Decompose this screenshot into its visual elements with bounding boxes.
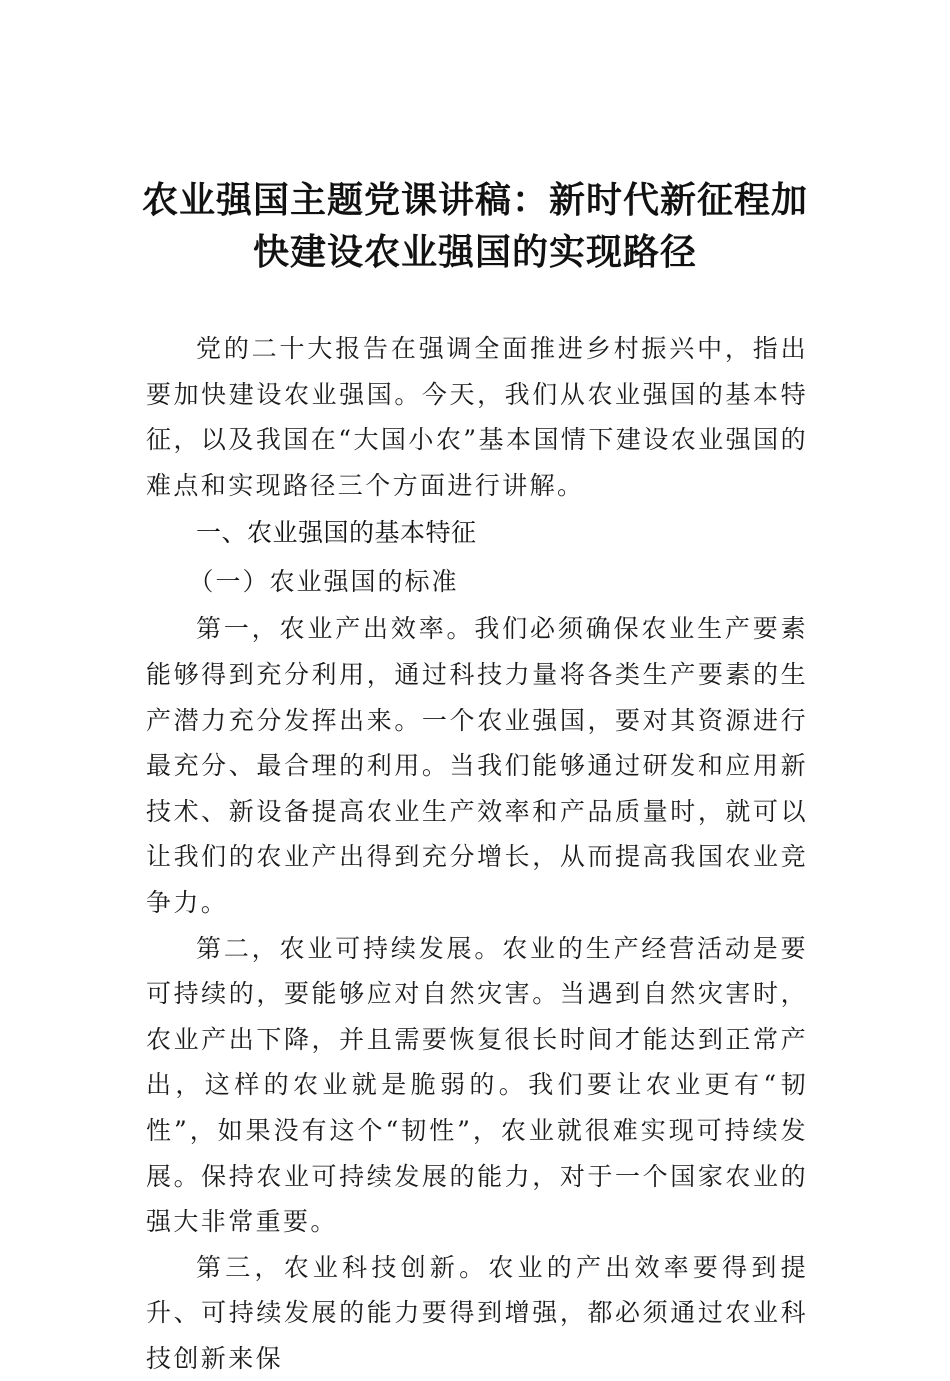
- paragraph-first: 第一，农业产出效率。我们必须确保农业生产要素能够得到充分利用，通过科技力量将各类生产要素的生产潜力充分发挥出来。一个农业强国，要对其资源进行最充分、最合理的利用。当我们能够通过研发和应用新技术、新设备提高农业生产效率和产品质量时，就可以让我们的农业产出得到充分增长，从而提高我国农业竞争力。: [146, 614, 808, 917]
- intro-paragraph: 党的二十大报告在强调全面推进乡村振兴中，指出要加快建设农业强国。今天，我们从农业强国的基本特征，以及我国在“大国小农”基本国情下建设农业强国的难点和实现路径三个方面进行讲解。: [146, 334, 808, 500]
- paragraph-second: 第二，农业可持续发展。农业的生产经营活动是要可持续的，要能够应对自然灾害。当遇到自然灾害时，农业产出下降，并且需要恢复很长时间才能达到正常产出，这样的农业就是脆弱的。我们要让农业更有“韧性”，如果没有这个“韧性”，农业就很难实现可持续发展。保持农业可持续发展的能力，对于一个国家农业的强大非常重要。: [146, 933, 808, 1237]
- document-title: [120, 174, 830, 278]
- subsection-heading: （一）农业强国的标准: [188, 567, 459, 597]
- title-line-2: 快建设农业强国的实现路径: [252, 231, 697, 273]
- section-heading: 一、农业强国的基本特征: [196, 518, 477, 548]
- document-body: [146, 326, 808, 1381]
- title-line-1: 农业强国主题党课讲稿：新时代新征程加: [141, 179, 808, 221]
- paragraph-third: 第三，农业科技创新。农业的产出效率要得到提升、可持续发展的能力要得到增强，都必须通过农业科技创新来保: [146, 1252, 808, 1373]
